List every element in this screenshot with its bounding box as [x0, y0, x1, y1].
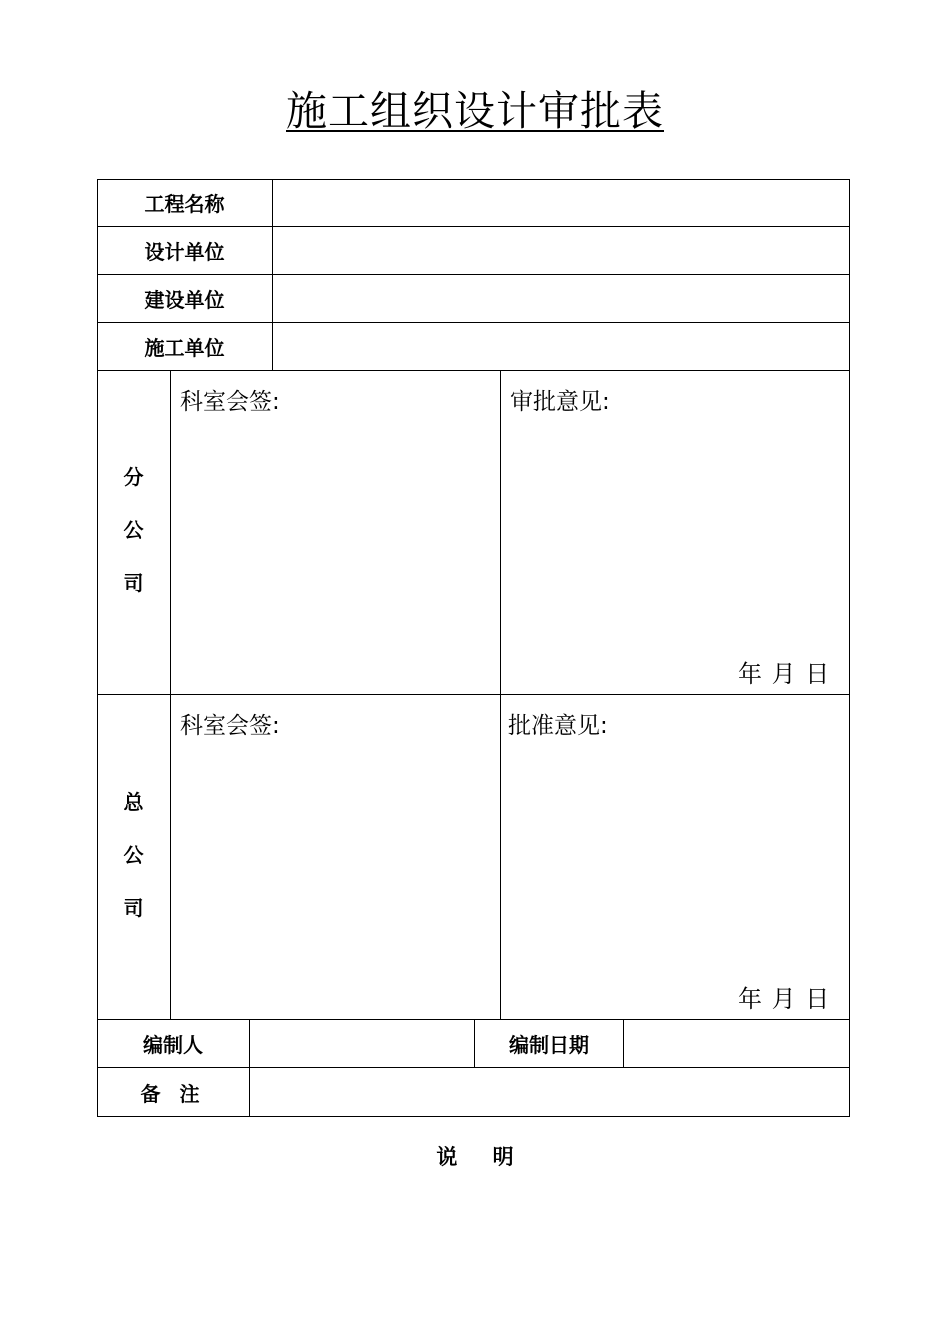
side-char: 司 [123, 571, 144, 595]
compile-date-label: 编制日期 [509, 1033, 589, 1057]
side-char: 分 [123, 465, 144, 489]
construction-unit-label: 建设单位 [144, 288, 225, 312]
head-dept-sign-label: 科室会签: [180, 713, 280, 739]
contractor-unit-field[interactable] [273, 323, 849, 370]
head-office-side-label [97, 766, 170, 941]
row-divider [97, 694, 850, 695]
project-name-label: 工程名称 [144, 192, 225, 216]
side-char: 公 [123, 518, 144, 542]
branch-dept-sign-label: 科室会签: [180, 389, 280, 415]
col-divider [170, 370, 171, 1019]
side-char: 总 [123, 790, 144, 814]
head-office-date: 年 月 日 [738, 985, 831, 1013]
note-heading: 说 明 [436, 1145, 528, 1169]
remarks-field[interactable] [250, 1068, 849, 1116]
contractor-unit-label: 施工单位 [144, 336, 225, 360]
side-char: 公 [123, 843, 144, 867]
construction-unit-field[interactable] [273, 275, 849, 322]
branch-opinion-label: 审批意见: [510, 389, 610, 415]
compiler-label: 编制人 [143, 1033, 203, 1057]
compile-date-field[interactable] [624, 1020, 849, 1067]
branch-side-label [97, 441, 170, 616]
table-border [849, 179, 850, 1117]
branch-date: 年 月 日 [738, 660, 831, 688]
side-char: 司 [123, 896, 144, 920]
approval-table [97, 179, 850, 1117]
table-border [97, 1116, 850, 1117]
row-divider [97, 370, 850, 371]
col-divider [500, 370, 501, 1019]
design-unit-label: 设计单位 [144, 240, 225, 264]
project-name-field[interactable] [273, 179, 849, 226]
head-approval-label: 批准意见: [508, 713, 608, 739]
remarks-label: 备 注 [140, 1081, 206, 1106]
compiler-field[interactable] [250, 1020, 474, 1067]
form-title: 施工组织设计审批表 [286, 87, 664, 135]
design-unit-field[interactable] [273, 227, 849, 274]
